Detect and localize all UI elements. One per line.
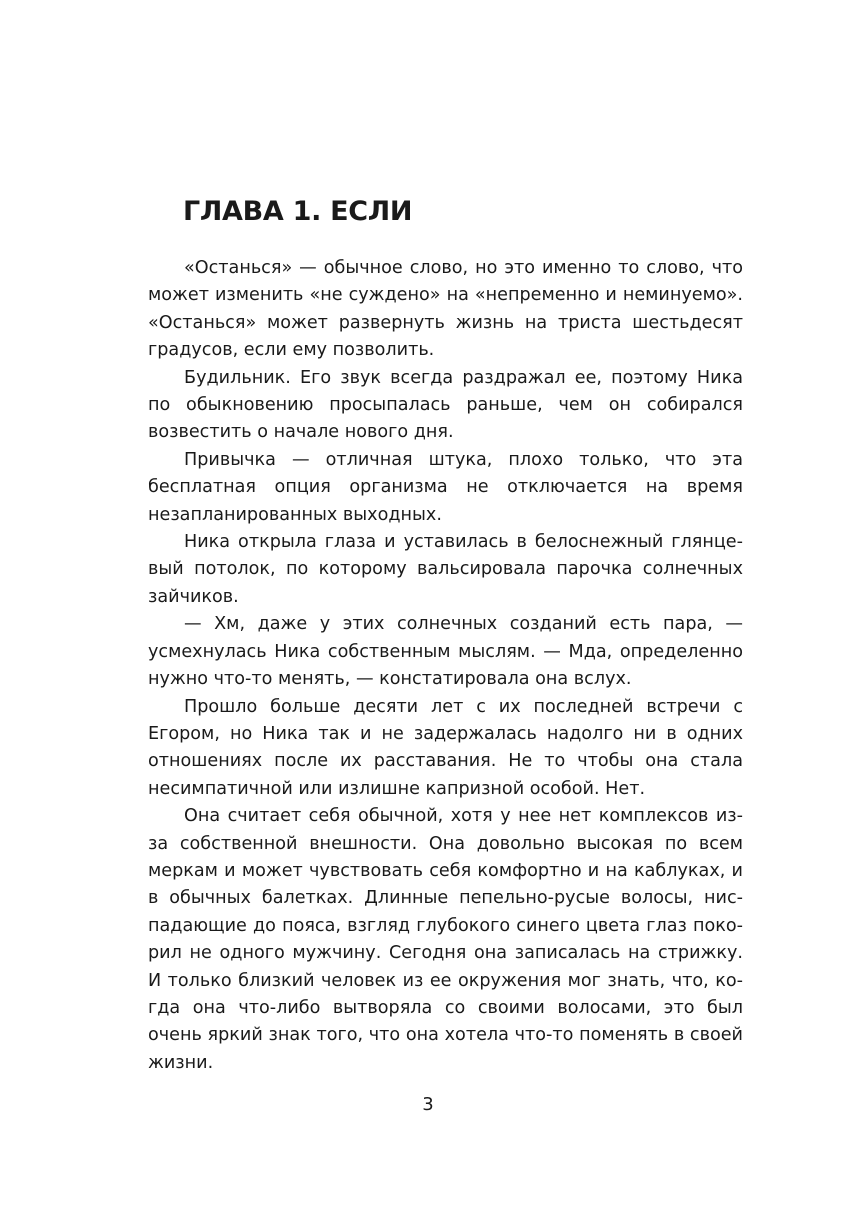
paragraph: Будильник. Его звук всегда раздражал ее, поэтому Ника по обыкновению просыпалась раньше, чем он собирался возвестить о начале нового дня.: [148, 367, 743, 443]
page-number: 3: [422, 1094, 434, 1115]
paragraph: Она считает себя обычной, хотя у нее нет комплексов из-за собственной внешности. Она довольно высокая по всем меркам и может чувствовать себя комфортно и на каблуках, и в обычных балетках. Длинные пепельно-русые волосы, ниспадающие до пояса, взгляд глубокого синего цвета глаз покорил не одного мужчину. Сегодня она записалась на стрижку. И только близкий человек из ее окружения мог знать, что, когда она что-либо вытворяла со своими волосами, это был очень яркий знак того, что она хотела что-то поменять в своей жизни.: [148, 806, 743, 1073]
paragraph: «Останься» — обычное слово, но это именно то слово, что может изменить «не суждено» на «непременно и неминуемо». «Останься» может развернуть жизнь на триста шестьдесят градусов, если ему позволить.: [148, 258, 743, 361]
paragraph: — Хм, даже у этих солнечных созданий есть пара, — усмехнулась Ника собственным мыслям. — Мда, определенно нужно что-то менять, — констатировала она вслух.: [148, 614, 743, 690]
paragraph: Ника открыла глаза и уставилась в белоснежный глянцевый потолок, по которому вальсировала парочка солнечных зайчиков.: [148, 532, 743, 607]
paragraph: Привычка — отличная штука, плохо только, что эта бесплатная опция организма не отключается на время незапланированных выходных.: [148, 449, 743, 525]
chapter-title: ГЛАВА 1. ЕСЛИ: [183, 196, 413, 227]
body-text: [148, 255, 743, 1077]
paragraph: Прошло больше десяти лет с их последней встречи с Егором, но Ника так и не задержалась надолго ни в одних отношениях после их расставания. Не то чтобы она стала несимпатичной или излишне капризной особой. Нет.: [148, 696, 743, 799]
